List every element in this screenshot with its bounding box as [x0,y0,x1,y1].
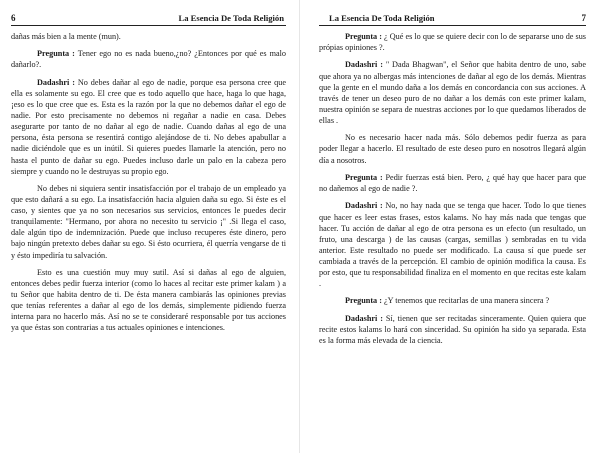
paragraph: No es necesario hacer nada más. Sólo debemos pedir fuerza as para poder llegar a hacerlo. El resultado de este deseo puro en nosotros llegará algún día a nosotros. [319,133,586,165]
left-page-header [11,13,286,26]
paragraph: Dadashri : No debes dañar al ego de nadie, porque esa persona cree que ella es solamente su ego. El cree que es todo aquello que hace, haga lo que haga, ¡eso es lo que cree que es. Esta es la razón por la que no debemos dañar el ego de nadie. Por esto precisamente no debemos ni regañar a nadie en casa. Debes asegurarte por tanto de no dañar al ego de nadie. Cuando dañas al ego de una persona, ésta persona se resentirá contigo alejándose de ti. No debes apabullar a nadie diciéndole que es un inútil. Si quieres puedes llamarle la atención, pero no hasta el punto de dañar su ego. Puedes incluso darle un palo en la cabeza pero siempre y cuando no le destruyas su propio ego. [11,77,287,176]
page-number: 7 [581,13,586,23]
speaker-label: Dadashri : [345,313,383,323]
paragraph: Pregunta : Pedir fuerzas está bien. Pero, ¿ qué hay que hacer para que no dañemos al ego de nadie ?. [319,172,586,194]
speaker-label: Pregunta : [345,296,382,306]
speaker-label: Pregunta : [37,49,75,59]
page-number: 6 [11,13,16,23]
paragraph: Dadashri : No, no hay nada que se tenga que hacer. Todo lo que tienes que hacer es leer estas frases, estos kalams. No hay más nada que tengas que hacer. Tu acción de dañar al ego de otra persona es un efecto (un resultado, un fruto, una descarga ) de las causas (cargas, semillas ) sembradas en tu vida anterior. Este resultado no puede ser modificado. La causa sí que puede ser cambiada a través de la percepción. El cambio de opinión modifica la causa. Es por esto, que tu responsabilidad finaliza en el momento en que recitas este kalam . [319,201,587,289]
right-page [300,0,600,453]
paragraph: Pregunta : Tener ego no es nada bueno,¿no? ¿Entonces por qué es malo dañarlo?. [11,49,286,70]
running-title: La Esencia De Toda Religión [329,13,435,23]
paragraph: dañas más bien a la mente (mun). [11,32,121,41]
paragraph: Pregunta : ¿Y tenemos que recitarlas de una manera sincera ? [345,296,550,306]
right-page-header [319,13,586,26]
speaker-label: Dadashri : [345,60,383,70]
paragraph: Esto es una cuestión muy muy sutil. Así si dañas al ego de alguien, entonces debes pedir fuerza interior (como lo haces al recitar este primer kalam ) a tu Señor que habita dentro de ti. De ésta manera cambiarás las opiniones previas que tenías referentes a dañar al ego de los demás, simplemente pidiendo fuerza interna para no hacerlo más. Así no se te consideraré responsable por tus acciones ya que éstas son contrarias a tus actuales opiniones e intenciones. [11,267,286,333]
paragraph: Pregunta : ¿ Qué es lo que se quiere decir con lo de separarse uno de sus própias opiniones ?. [319,32,586,53]
running-title: La Esencia De Toda Religión [178,13,284,23]
speaker-label: Pregunta : [345,32,382,41]
paragraph: Dadashri : Sí, tienen que ser recitadas sinceramente. Quien quiera que recite estos kalams lo hará con sinceridad. Su opinión ha sido ya separada. Esta es la forma más elevada de la ciencia. [319,313,587,346]
speaker-label: Dadashri : [345,201,383,211]
speaker-label: Pregunta : [345,172,383,182]
paragraph: No debes ni siquiera sentir insatisfacción por el trabajo de un empleado ya que esto dañará a su ego. La insatisfacción hacia alguien daña su ego. Si éste es el caso, y sientes que ya no son necesarios sus servicios, entonces le puedes decir tranquilamente: "Hermano, por ahora no necesito tu servicio ¡" .Si llega el caso, dale algún tipo de indemnización. Puede que incluso recuperes éste dinero, pero bajo ningún pretexto debes dañar su ego. Si ésto ocurriera, él querría vengarse de ti y ésto impediría tu salvación. [11,184,286,260]
paragraph: Dadashri : " Dada Bhagwan", el Señor que habita dentro de uno, sabe que ahora ya no albergas más intenciones de dañar al ego de los demás. Mientras que la gente en el mundo daña a los demás en concordancia con sus acciones. A través de tener un deseo puro de no dañar a los demás con este primer kalam, nuestra opinión se separa de nuestras acciones por lo que quedamos liberados de ellas . [319,60,586,125]
speaker-label: Dadashri : [37,77,75,87]
